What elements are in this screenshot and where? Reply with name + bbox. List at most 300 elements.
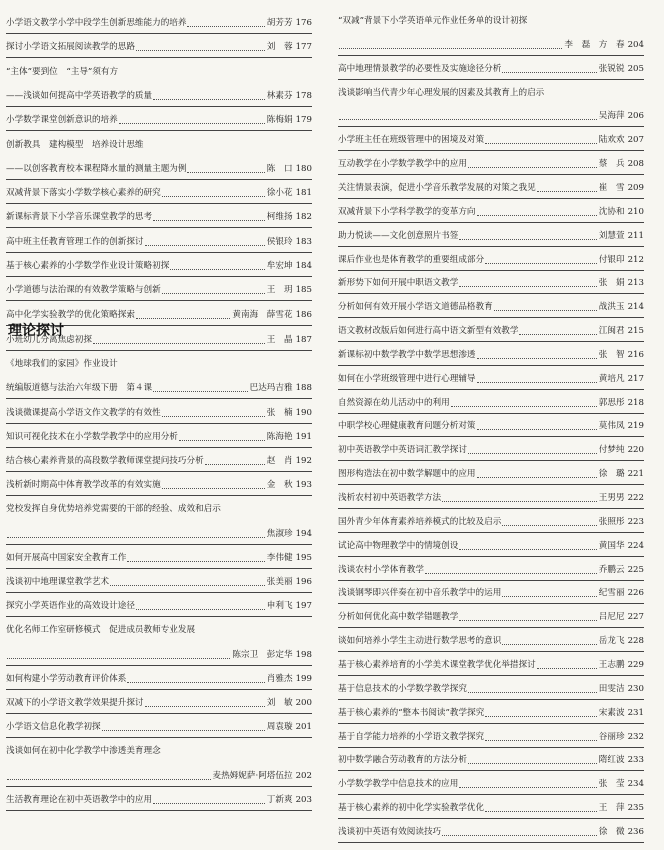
entry-divider xyxy=(6,810,312,811)
dot-leader xyxy=(339,48,562,49)
toc-entry xyxy=(6,334,312,347)
entry-divider xyxy=(338,436,644,437)
dot-leader xyxy=(442,835,597,836)
entry-title: 初中数学融合劳动教育的方法分析 xyxy=(338,755,467,766)
toc-entry xyxy=(338,826,644,839)
entry-title: 优化名师工作室研修模式 促进成员教师专业发展 xyxy=(6,625,196,636)
entry-author: 田雯洁 xyxy=(598,683,625,694)
entry-title: 小学语文信息化教学初探 xyxy=(6,722,101,733)
entry-divider xyxy=(338,532,644,533)
entry-author: 张锐锐 xyxy=(598,63,625,74)
entry-divider xyxy=(6,179,312,180)
dot-leader xyxy=(162,293,265,294)
dot-leader xyxy=(93,343,265,344)
entry-title: 统编版道德与法治六年级下册 第４课 xyxy=(6,383,153,394)
dot-leader xyxy=(7,779,211,780)
entry-divider xyxy=(6,568,312,569)
dot-leader xyxy=(7,658,230,659)
entry-title: 图形构造法在初中数学解题中的应用 xyxy=(338,469,476,480)
toc-entry xyxy=(6,66,312,79)
entry-author: 胡芳芳 xyxy=(266,18,293,28)
toc-entry xyxy=(6,17,312,30)
dot-leader xyxy=(459,286,596,287)
toc-entry xyxy=(338,158,644,171)
entry-author: 张 楠 xyxy=(266,407,293,418)
entry-title: 初中英语教学中英语词汇教学探讨 xyxy=(338,445,467,456)
entry-divider xyxy=(338,484,644,485)
entry-divider xyxy=(338,150,644,151)
entry-title: 基于自学能力培养的小学语文教学探究 xyxy=(338,731,485,742)
entry-page-number: 183 xyxy=(295,236,312,247)
entry-author: 王 玥 xyxy=(266,285,293,296)
toc-entry xyxy=(6,600,312,613)
entry-page-number: 184 xyxy=(295,261,312,271)
entry-author: 吕尼尼 xyxy=(598,612,625,623)
entry-page-number: 234 xyxy=(627,779,644,790)
entry-divider xyxy=(338,556,644,557)
entry-page-number: 222 xyxy=(627,493,644,503)
entry-author: 谷丽珍 xyxy=(598,731,625,742)
entry-divider xyxy=(6,300,312,301)
entry-title: 双减背景下小学科学教学的变革方向 xyxy=(338,206,476,217)
entry-title: 知识可视化技术在小学数学教学中的应用分析 xyxy=(6,431,178,442)
entry-author: 牟宏坤 xyxy=(266,261,293,271)
dot-leader xyxy=(485,716,597,717)
entry-page-number: 181 xyxy=(295,188,312,199)
toc-entry xyxy=(338,564,644,577)
dot-leader xyxy=(7,537,265,538)
dot-leader xyxy=(153,99,265,100)
toc-entry xyxy=(6,576,312,589)
entry-title: 浅析新时期高中体育教学改革的有效实施 xyxy=(6,480,161,491)
entry-page-number: 207 xyxy=(627,135,644,146)
entry-page-number: 201 xyxy=(295,722,312,733)
entry-author: 黄培凡 xyxy=(598,373,625,384)
entry-page-number: 194 xyxy=(295,528,312,539)
entry-author: 陈宗卫 彭定华 xyxy=(232,649,293,660)
toc-entry xyxy=(6,187,312,200)
entry-divider xyxy=(6,689,312,690)
entry-divider xyxy=(6,495,312,496)
entry-title: 小学语文教学小学中段学生创新思维能力的培养 xyxy=(6,18,187,28)
entry-author: 张照彤 xyxy=(598,516,625,527)
entry-title: 浅谈初中地理课堂教学艺术 xyxy=(6,577,110,587)
entry-title: 新课标初中数学教学中数学思想渗透 xyxy=(338,349,476,360)
entry-divider xyxy=(6,423,312,424)
entry-page-number: 219 xyxy=(627,421,644,432)
entry-author: 战洪玉 xyxy=(598,302,625,313)
toc-entry xyxy=(6,309,312,322)
entry-page-number: 192 xyxy=(295,456,312,466)
entry-author: 黄国华 xyxy=(598,540,625,551)
entry-page-number: 211 xyxy=(627,230,644,241)
entry-page-number: 226 xyxy=(627,588,644,599)
entry-page-number: 213 xyxy=(627,278,644,289)
entry-divider xyxy=(338,174,644,175)
toc-entry xyxy=(338,731,644,744)
entry-divider xyxy=(338,389,644,390)
entry-title: 分析如何有效开展小学语文道德品格教育 xyxy=(338,302,493,313)
dot-leader xyxy=(459,787,596,788)
dot-leader xyxy=(170,269,265,270)
entry-page-number: 176 xyxy=(295,18,312,28)
toc-entry xyxy=(338,397,644,410)
entry-divider xyxy=(338,747,644,748)
entry-page-number: 198 xyxy=(295,649,312,660)
entry-divider xyxy=(6,471,312,472)
entry-title: 基于核心素养的初中化学实验教学优化 xyxy=(338,803,485,814)
entry-divider xyxy=(6,57,312,58)
toc-entry xyxy=(338,587,644,600)
entry-divider xyxy=(6,737,312,738)
entry-author: 隋红波 xyxy=(598,755,625,766)
dot-leader xyxy=(468,692,597,693)
entry-page-number: 204 xyxy=(627,39,644,50)
entry-title: 分析如何优化高中数学错题教学 xyxy=(338,612,459,623)
entry-author: 刘 蓉 xyxy=(266,42,293,53)
entry-page-number: 220 xyxy=(627,445,644,456)
entry-title: 党校发挥自身优势培养党需要的干部的经验、成效和启示 xyxy=(6,504,221,515)
entry-title: “主体”要到位 “主导”须有方 xyxy=(6,66,119,77)
entry-title: 小学数学课堂创新意识的培养 xyxy=(6,115,118,126)
dot-leader xyxy=(339,119,597,120)
entry-title: 生活教育理论在初中英语教学中的应用 xyxy=(6,794,153,805)
entry-page-number: 196 xyxy=(295,577,312,587)
toc-entry xyxy=(338,206,644,219)
entry-divider xyxy=(338,770,644,771)
toc-entry xyxy=(6,649,312,662)
entry-page-number: 191 xyxy=(295,431,312,442)
toc-entry xyxy=(338,611,644,624)
toc-entry xyxy=(338,754,644,767)
entry-author: 巴达玛吉雅 xyxy=(249,383,293,394)
entry-title: 小学数学教学中信息技术的应用 xyxy=(338,779,459,790)
toc-entry xyxy=(6,697,312,710)
entry-divider xyxy=(6,227,312,228)
toc-entry xyxy=(338,516,644,529)
entry-author: 乔鹏云 xyxy=(598,564,625,575)
entry-title: 基于核心素养的“整本书阅读”教学探究 xyxy=(338,707,485,718)
entry-author: 莫伟凤 xyxy=(598,421,625,432)
entry-page-number: 197 xyxy=(295,601,312,612)
entry-title: 关注情景表演，促进小学音乐教学发展的对策之我见 xyxy=(338,182,536,193)
entry-title: 高中化学实验教学的优化策略探索 xyxy=(6,309,135,320)
dot-leader xyxy=(485,740,597,741)
toc-entry xyxy=(6,284,312,297)
entry-page-number: 217 xyxy=(627,373,644,384)
entry-title: 探讨小学语文拓展阅读教学的思路 xyxy=(6,42,135,53)
entry-title: 高中班主任教育管理工作的创新探讨 xyxy=(6,236,144,247)
dot-leader xyxy=(162,488,265,489)
entry-author: 郭思彤 xyxy=(598,397,625,408)
dot-leader xyxy=(153,391,248,392)
dot-leader xyxy=(459,549,596,550)
entry-author: 张 智 xyxy=(598,349,625,360)
entry-divider xyxy=(338,341,644,342)
entry-page-number: 195 xyxy=(295,552,312,563)
entry-page-number: 202 xyxy=(295,770,312,781)
entry-author: 丁新爽 xyxy=(266,794,293,805)
entry-title: 浅谈钢琴即兴伴奏在初中音乐教学中的运用 xyxy=(338,588,502,599)
dot-leader xyxy=(127,561,264,562)
entry-title: 浅谈农村小学体育教学 xyxy=(338,564,424,575)
entry-divider xyxy=(338,794,644,795)
entry-title: 浅谈影响当代青少年心理发展的因素及其教育上的启示 xyxy=(338,87,545,98)
entry-author: 陈 口 xyxy=(266,163,293,174)
entry-divider xyxy=(338,365,644,366)
entry-divider xyxy=(338,842,644,843)
entry-page-number: 210 xyxy=(627,206,644,217)
entry-title: 浅谈初中英语有效阅读技巧 xyxy=(338,826,442,837)
entry-divider xyxy=(338,126,644,127)
dot-leader xyxy=(127,682,264,683)
dot-leader xyxy=(442,501,597,502)
toc-entry xyxy=(338,15,644,28)
toc-entry xyxy=(338,683,644,696)
entry-page-number: 180 xyxy=(295,163,312,174)
dot-leader xyxy=(425,573,597,574)
entry-page-number: 232 xyxy=(627,731,644,742)
entry-author: 申利飞 xyxy=(266,601,293,612)
entry-author: 柯维扬 xyxy=(266,212,293,223)
entry-author: 徐 微 xyxy=(598,826,625,837)
toc-entry xyxy=(6,407,312,420)
toc-entry xyxy=(6,479,312,492)
entry-page-number: 235 xyxy=(627,803,644,814)
entry-page-number: 208 xyxy=(627,159,644,170)
entry-title: “双减”背景下小学英语单元作业任务单的设计初探 xyxy=(338,16,528,26)
entry-title: 基于核心素养的小学数学作业设计策略初探 xyxy=(6,261,170,271)
dot-leader xyxy=(145,706,265,707)
entry-divider xyxy=(6,447,312,448)
dot-leader xyxy=(477,429,597,430)
entry-title: 互动教学在小学数学教学中的应用 xyxy=(338,159,467,170)
entry-divider xyxy=(6,592,312,593)
entry-author: 付银印 xyxy=(598,254,625,265)
dot-leader xyxy=(162,196,265,197)
entry-title: 国外青少年体育素养培养模式的比较及启示 xyxy=(338,516,502,527)
entry-page-number: 190 xyxy=(295,407,312,418)
toc-entry xyxy=(6,114,312,127)
entry-page-number: 228 xyxy=(627,636,644,647)
dot-leader xyxy=(468,167,597,168)
dot-leader xyxy=(162,416,265,417)
dot-leader xyxy=(187,26,264,27)
toc-entry xyxy=(338,373,644,386)
entry-page-number: 187 xyxy=(295,335,312,345)
dot-leader xyxy=(519,334,596,335)
toc-entry xyxy=(338,87,644,100)
entry-title: 小学班主任在班级管理中的困境及对策 xyxy=(338,135,485,146)
dot-leader xyxy=(477,382,597,383)
toc-entry xyxy=(338,230,644,243)
entry-divider xyxy=(6,713,312,714)
toc-entry xyxy=(6,382,312,395)
dot-leader xyxy=(468,453,597,454)
toc-entry xyxy=(6,41,312,54)
entry-author: 刘慧萱 xyxy=(598,230,625,241)
entry-page-number: 193 xyxy=(295,480,312,491)
dot-leader xyxy=(136,609,265,610)
entry-author: 麦热姆妮萨·阿塔伍拉 xyxy=(212,770,293,781)
dot-leader xyxy=(485,143,597,144)
entry-divider xyxy=(6,350,312,351)
toc-entry xyxy=(338,182,644,195)
entry-title: 如何在小学班级管理中进行心理辅导 xyxy=(338,373,476,384)
dot-leader xyxy=(187,172,264,173)
entry-divider xyxy=(338,675,644,676)
toc-entry xyxy=(6,236,312,249)
toc-entry xyxy=(338,659,644,672)
entry-page-number: 203 xyxy=(295,794,312,805)
entry-author: 李伟健 xyxy=(266,552,293,563)
entry-author: 徐 璐 xyxy=(598,469,625,480)
entry-page-number: 230 xyxy=(627,683,644,694)
entry-divider xyxy=(338,293,644,294)
toc-entry xyxy=(338,325,644,338)
entry-author: 崔 雪 xyxy=(598,182,625,193)
toc-entry xyxy=(338,540,644,553)
entry-author: 王志鹏 xyxy=(598,659,625,670)
entry-title: 基于信息技术的小学数学教学探究 xyxy=(338,683,467,694)
dot-leader xyxy=(136,318,231,319)
entry-title: 浅谈微课提高小学语文作文教学的有效性 xyxy=(6,407,161,418)
dot-leader xyxy=(102,730,265,731)
entry-title: 《地球我们的家园》作业设计 xyxy=(6,359,118,370)
entry-title: 创新教具 建构模型 培养设计思维 xyxy=(6,139,144,150)
entry-page-number: 221 xyxy=(627,469,644,480)
entry-divider xyxy=(338,580,644,581)
entry-author: 徐小花 xyxy=(266,188,293,199)
entry-author: 黄南海 薛雪花 xyxy=(232,309,293,320)
entry-author: 刘 敏 xyxy=(266,698,293,708)
entry-divider xyxy=(338,317,644,318)
dot-leader xyxy=(537,668,597,669)
toc-entry xyxy=(6,358,312,371)
entry-page-number: 182 xyxy=(295,212,312,223)
entry-divider xyxy=(338,413,644,414)
entry-page-number: 233 xyxy=(627,755,644,766)
entry-title: 基于核心素养培育的小学美术课堂教学优化举措探讨 xyxy=(338,659,536,670)
entry-page-number: 206 xyxy=(627,111,644,122)
toc-entry xyxy=(6,721,312,734)
entry-title: 双减背景下落实小学数学核心素养的研究 xyxy=(6,188,161,199)
entry-author: 金 秋 xyxy=(266,480,293,491)
dot-leader xyxy=(468,763,597,764)
entry-divider xyxy=(338,460,644,461)
toc-entry xyxy=(338,778,644,791)
entry-page-number: 216 xyxy=(627,349,644,360)
toc-entry xyxy=(6,503,312,516)
toc-entry xyxy=(6,431,312,444)
entry-title: 浅谈如何在初中化学教学中渗透美育理念 xyxy=(6,746,161,757)
entry-page-number: 224 xyxy=(627,540,644,551)
dot-leader xyxy=(119,123,265,124)
entry-divider xyxy=(6,203,312,204)
toc-entry xyxy=(338,468,644,481)
toc-entry xyxy=(338,63,644,76)
entry-title: 如何开展高中国家安全教育工作 xyxy=(6,552,127,563)
entry-page-number: 223 xyxy=(627,516,644,527)
entry-author: 周袁璇 xyxy=(266,722,293,733)
entry-divider xyxy=(6,786,312,787)
entry-author: 王 萍 xyxy=(598,803,625,814)
entry-author: 赵 肖 xyxy=(266,456,293,466)
entry-divider xyxy=(338,79,644,80)
entry-divider xyxy=(338,651,644,652)
entry-divider xyxy=(338,699,644,700)
entry-title: 探究小学英语作业的高效设计途径 xyxy=(6,601,135,612)
entry-page-number: 177 xyxy=(295,42,312,53)
dot-leader xyxy=(205,464,265,465)
toc-entry xyxy=(338,254,644,267)
entry-divider xyxy=(338,198,644,199)
dot-leader xyxy=(477,477,597,478)
toc-entry xyxy=(338,420,644,433)
entry-divider xyxy=(338,246,644,247)
dot-leader xyxy=(153,803,265,804)
entry-page-number: 179 xyxy=(295,115,312,126)
dot-leader xyxy=(502,525,597,526)
entry-page-number: 212 xyxy=(627,254,644,265)
dot-leader xyxy=(485,263,597,264)
dot-leader xyxy=(477,215,597,216)
entry-divider xyxy=(6,398,312,399)
entry-divider xyxy=(6,106,312,107)
entry-title: ——以创客教育校本课程降水量的测量主题为例 xyxy=(6,163,187,174)
entry-title: 高中地理情景教学的必要性及实施途径分析 xyxy=(338,63,502,74)
toc-entry xyxy=(6,745,312,758)
dot-leader xyxy=(459,620,596,621)
entry-page-number: 225 xyxy=(627,564,644,575)
entry-title: 新课标背景下小学音乐课堂教学的思考 xyxy=(6,212,153,223)
toc-entry xyxy=(338,39,644,52)
entry-author: 陆欢欢 xyxy=(598,135,625,146)
toc-entry xyxy=(6,624,312,637)
entry-title: 双减下的小学语文教学效果提升探讨 xyxy=(6,698,144,708)
entry-title: 自然资源在幼儿活动中的利用 xyxy=(338,397,450,408)
toc-entry xyxy=(6,528,312,541)
entry-page-number: 199 xyxy=(295,673,312,684)
entry-title: 小学道德与法治课的有效教学策略与创新 xyxy=(6,285,161,296)
entry-divider xyxy=(338,55,644,56)
toc-entry xyxy=(6,770,312,783)
dot-leader xyxy=(485,811,597,812)
entry-title: 助力悦读——文化创意照片书签 xyxy=(338,230,459,241)
entry-author: 林素芬 xyxy=(266,90,293,101)
toc-entry xyxy=(338,707,644,720)
entry-title: 课后作业也是体育教学的重要组成部分 xyxy=(338,254,485,265)
toc-entry xyxy=(6,211,312,224)
entry-title: 小班幼儿分离焦虑初探 xyxy=(6,335,92,345)
dot-leader xyxy=(459,239,596,240)
entry-author: 焦淑珍 xyxy=(266,528,293,539)
toc-entry xyxy=(338,492,644,505)
entry-divider xyxy=(338,627,644,628)
dot-leader xyxy=(477,358,597,359)
dot-leader xyxy=(110,585,265,586)
entry-divider xyxy=(6,665,312,666)
entry-page-number: 227 xyxy=(627,612,644,623)
entry-author: 肖雅杰 xyxy=(266,673,293,684)
entry-author: 蔡 兵 xyxy=(598,159,625,170)
entry-page-number: 209 xyxy=(627,182,644,193)
entry-page-number: 236 xyxy=(627,826,644,837)
toc-entry xyxy=(6,552,312,565)
dot-leader xyxy=(502,596,597,597)
entry-author: 王 晶 xyxy=(266,335,293,345)
toc-entry xyxy=(6,455,312,468)
